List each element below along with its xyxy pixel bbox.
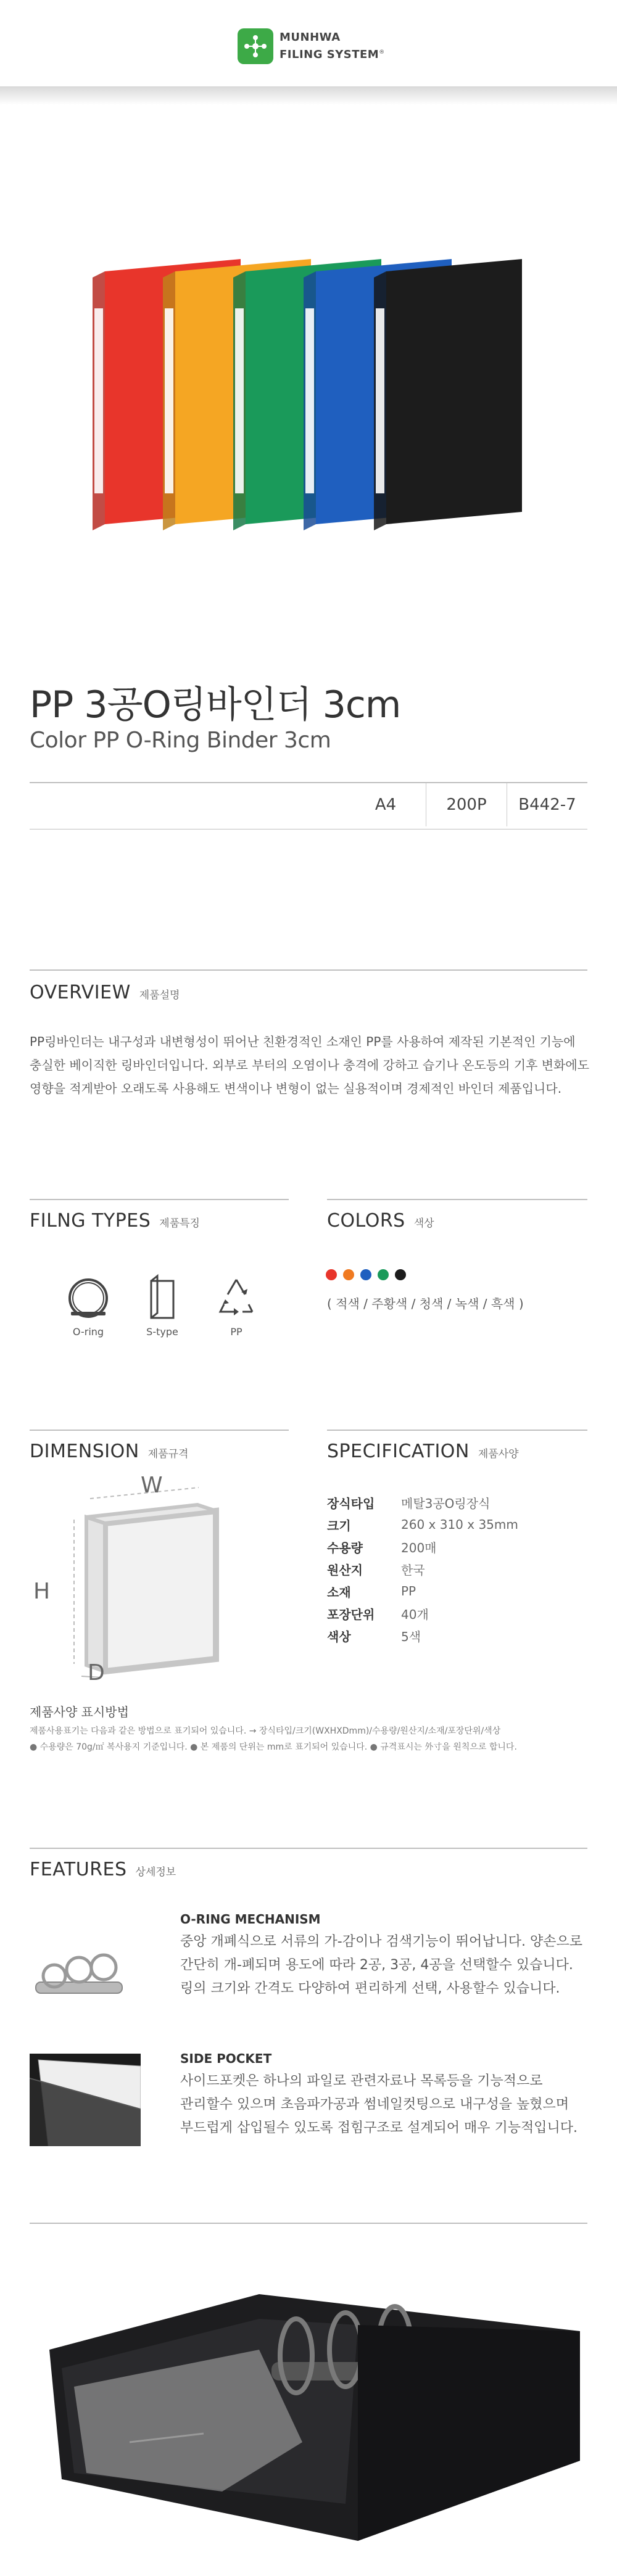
- spec-value: 40개: [401, 1607, 429, 1622]
- feature-line: 간단히 개-폐되며 용도에 따라 2공, 3공, 4공을 선택할수 있습니다.: [180, 1957, 573, 1973]
- divider: [30, 1430, 289, 1431]
- o-ring-icon: [54, 1270, 122, 1326]
- spec-key: 포장단위: [327, 1607, 375, 1622]
- spec-value: 260 x 310 x 35mm: [401, 1517, 518, 1532]
- spec-row: [327, 1558, 518, 1580]
- filing-type-s-type: [128, 1270, 196, 1338]
- overview-title-ko: 제품설명: [139, 989, 180, 1002]
- product-hero-image: [0, 234, 617, 567]
- notes-title: 제품사양 표시방법: [30, 1705, 129, 1719]
- colors-title: COLORS: [327, 1210, 405, 1232]
- divider: [30, 2223, 587, 2224]
- specification-heading: [327, 1441, 519, 1462]
- divider: [30, 969, 587, 971]
- feature-heading-side-pocket: SIDE POCKET: [180, 2051, 272, 2066]
- overview-line: 영향을 적게받아 오래도록 사용해도 변색이나 변형이 없는 실용적이며 경제적인 바인더 제품입니다.: [30, 1081, 562, 1096]
- feature-text-side-pocket: [180, 2070, 578, 2140]
- color-swatch: [378, 1269, 389, 1280]
- color-swatch: [395, 1269, 406, 1280]
- specification-table: [327, 1491, 518, 1647]
- colors-title-ko: 색상: [413, 1217, 434, 1230]
- dim-label-h: H: [33, 1579, 51, 1604]
- spec-value: 200매: [401, 1540, 437, 1555]
- features-heading: [30, 1859, 176, 1880]
- product-title: PP 3공O링바인더 3cm: [30, 683, 401, 726]
- overview-text: [30, 1030, 589, 1100]
- spec-code: B442-7: [507, 783, 587, 826]
- filing-type-o-ring: [54, 1270, 122, 1338]
- registered-mark: ®: [379, 49, 385, 56]
- binder: [374, 259, 522, 530]
- filing-type-pp: [202, 1270, 270, 1338]
- feature-heading-o-ring: O-RING MECHANISM: [180, 1912, 321, 1927]
- color-swatch: [360, 1269, 371, 1280]
- spec-value: 5색: [401, 1629, 421, 1644]
- spec-capacity: 200P: [426, 783, 507, 826]
- page-header: [0, 0, 617, 93]
- feature-line: 사이드포켓은 하나의 파일로 관련자료나 목록등을 기능적으로: [180, 2073, 543, 2089]
- notes-line: ● 수용량은 70g/㎡ 복사용지 기준입니다. ● 본 제품의 단위는 mm로 표기되어 있습니다. ● 규격표시는 外寸을 원칙으로 합니다.: [30, 1742, 517, 1752]
- divider: [327, 1430, 587, 1431]
- o-ring-mechanism-image: [30, 1943, 128, 2007]
- divider: [30, 1199, 289, 1200]
- feature-line: 링의 크기와 간격도 다양하여 편리하게 선택, 사용할수 있습니다.: [180, 1981, 560, 1996]
- dim-label-w: W: [141, 1473, 163, 1498]
- colors-text: ( 적색 / 주황색 / 청색 / 녹색 / 흑색 ): [327, 1296, 524, 1311]
- feature-line: 부드럽게 삽입될수 있도록 접힘구조로 설계되어 매우 기능적입니다.: [180, 2120, 578, 2136]
- spec-value: 한국: [401, 1562, 425, 1578]
- feature-line: 관리할수 있으며 초음파가공과 썸네일컷팅으로 내구성을 높혔으며: [180, 2097, 569, 2112]
- side-pocket-image: [30, 2054, 141, 2149]
- filing-type-label: O-ring: [72, 1326, 104, 1338]
- spec-row: [327, 1580, 518, 1602]
- feature-text-o-ring: [180, 1930, 582, 2001]
- spec-key: 장식타입: [327, 1496, 375, 1511]
- header-shadow: [0, 86, 617, 105]
- filing-type-label: S-type: [146, 1326, 178, 1338]
- logo-mark-icon: [238, 28, 273, 64]
- recycle-icon: [202, 1270, 270, 1326]
- spec-row: [327, 1602, 518, 1624]
- filing-type-label: PP: [230, 1326, 242, 1338]
- colors-heading: [327, 1210, 434, 1232]
- spec-key: 수용량: [327, 1540, 363, 1555]
- open-binder-image: [37, 2257, 580, 2541]
- overview-title: OVERVIEW: [30, 982, 131, 1003]
- color-swatches: [326, 1269, 406, 1280]
- filing-types-title: FILNG TYPES: [30, 1210, 151, 1232]
- features-title: FEATURES: [30, 1859, 127, 1880]
- overview-line: PP링바인더는 내구성과 내변형성이 뛰어난 친환경적인 소재인 PP를 사용하여 제작된 기본적인 기능에: [30, 1034, 576, 1049]
- brand-line1: MUNHWA: [280, 31, 341, 44]
- dimension-title-ko: 제품규격: [147, 1448, 189, 1460]
- product-spec-strip: [346, 783, 587, 826]
- divider: [30, 1848, 587, 1849]
- spec-size: A4: [375, 796, 397, 814]
- dimension-title: DIMENSION: [30, 1441, 139, 1462]
- spec-row: [327, 1513, 518, 1536]
- dimension-heading: [30, 1441, 188, 1462]
- product-subtitle: Color PP O-Ring Binder 3cm: [30, 728, 331, 753]
- color-swatch: [343, 1269, 354, 1280]
- spec-value: PP: [401, 1584, 416, 1599]
- divider: [327, 1199, 587, 1200]
- notes-line: 제품사용표기는 다음과 같은 방법으로 표기되어 있습니다. → 장식타입/크기(WXHXDmm)/수용량/원산지/소재/포장단위/색상: [30, 1726, 501, 1736]
- spec-key: 색상: [327, 1629, 351, 1644]
- filing-types-title-ko: 제품특징: [159, 1217, 200, 1230]
- spec-key: 크기: [327, 1518, 351, 1533]
- feature-line: 중앙 개폐식으로 서류의 가-감이나 검색기능이 뛰어납니다. 양손으로: [180, 1934, 582, 1949]
- spec-row: [327, 1491, 518, 1513]
- s-type-icon: [128, 1270, 196, 1326]
- overview-line: 충실한 베이직한 링바인더입니다. 외부로 부터의 오염이나 충격에 강하고 습기나 온도등의 기후 변화에도: [30, 1058, 590, 1072]
- dimension-diagram: [33, 1473, 234, 1685]
- brand-logo[interactable]: [238, 28, 385, 64]
- dim-label-d: D: [88, 1660, 105, 1685]
- spec-key: 소재: [327, 1584, 351, 1600]
- specification-title-ko: 제품사양: [478, 1448, 519, 1460]
- brand-line2: FILING SYSTEM: [280, 48, 379, 61]
- filing-types-heading: [30, 1210, 200, 1232]
- color-swatch: [326, 1269, 337, 1280]
- spec-key: 원산지: [327, 1562, 363, 1578]
- specification-title: SPECIFICATION: [327, 1441, 470, 1462]
- overview-heading: [30, 982, 180, 1003]
- spec-row: [327, 1624, 518, 1647]
- features-title-ko: 상세정보: [135, 1866, 176, 1879]
- spec-row: [327, 1536, 518, 1558]
- spec-value: 메탈3공O링장식: [401, 1496, 491, 1511]
